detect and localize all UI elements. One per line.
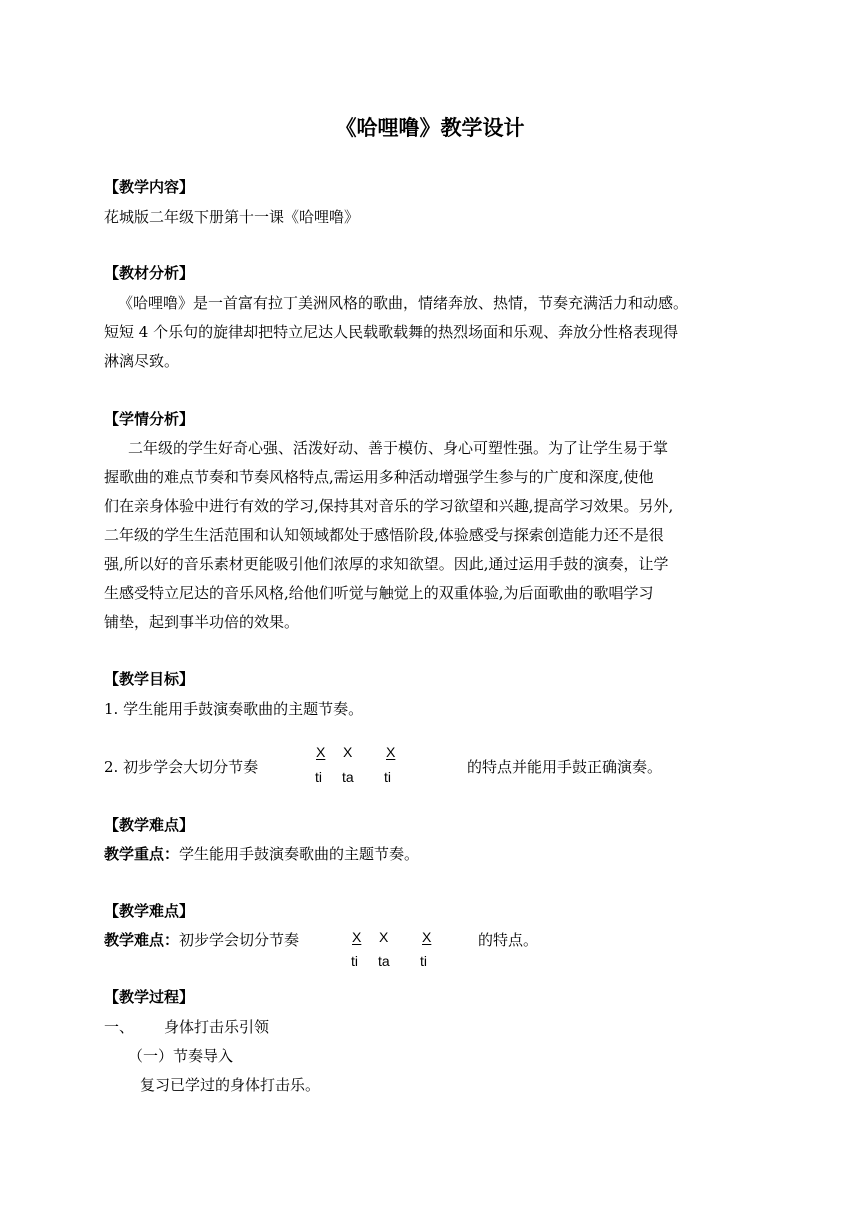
rhythm-note-2: X xyxy=(343,744,353,760)
material-line-3: 淋漓尽致。 xyxy=(104,352,180,370)
material-line-1: 《哈哩噜》是一首富有拉丁美洲风格的歌曲，情绪奔放、热情，节奏充满活力和动感。 xyxy=(118,294,689,312)
students-line-4: 二年级的学生生活范围和认知领域都处于感悟阶段,体验感受与探索创造能力还不是很 xyxy=(104,526,664,544)
rhythm-note-1: X xyxy=(316,744,326,760)
section-heading-material: 【教材分析】 xyxy=(104,264,195,282)
rhythm2-note-2: X xyxy=(379,929,389,945)
students-line-6: 生感受特立尼达的音乐风格,给他们听觉与触觉上的双重体验,为后面歌曲的歌唱学习 xyxy=(104,584,654,602)
key-point-label: 教学重点： xyxy=(104,845,180,863)
content-text: 花城版二年级下册第十一课《哈哩噜》 xyxy=(104,208,360,226)
students-line-1: 二年级的学生好奇心强、活泼好动、善于模仿、身心可塑性强。为了让学生易于掌 xyxy=(128,439,669,457)
rhythm2-note-1: X xyxy=(352,929,362,945)
students-line-3: 们在亲身体验中进行有效的学习,保持其对音乐的学习欲望和兴趣,提高学习效果。另外, xyxy=(104,497,674,515)
process-step-1-text: 身体打击乐引领 xyxy=(164,1018,270,1036)
difficulty-suffix: 的特点。 xyxy=(478,931,539,949)
section-heading-key: 【教学难点】 xyxy=(104,816,195,834)
section-heading-difficulty: 【教学难点】 xyxy=(104,902,195,920)
rhythm-note-3: X xyxy=(386,744,396,760)
process-sub-1: （一）节奏导入 xyxy=(128,1047,234,1065)
rhythm-syllable-1: ti xyxy=(315,769,322,785)
rhythm-syllable-3: ti xyxy=(384,769,391,785)
key-point-text: 学生能用手鼓演奏歌曲的主题节奏。 xyxy=(179,845,420,863)
rhythm2-syllable-3: ti xyxy=(420,953,427,969)
rhythm2-syllable-1: ti xyxy=(351,953,358,969)
rhythm2-syllable-2: ta xyxy=(378,953,390,969)
material-line-2: 短短 4 个乐句的旋律却把特立尼达人民载歌载舞的热烈场面和乐观、奔放分性格表现得 xyxy=(104,323,679,341)
key-point xyxy=(104,843,419,864)
goal-item-2-suffix: 的特点并能用手鼓正确演奏。 xyxy=(467,758,663,776)
rhythm2-note-3: X xyxy=(422,929,432,945)
rhythm-syllable-2: ta xyxy=(342,769,354,785)
section-heading-content: 【教学内容】 xyxy=(104,178,195,196)
difficulty-label: 教学难点： xyxy=(104,931,180,949)
page-title: 《哈哩噜》教学设计 xyxy=(335,116,525,140)
process-step-1-number: 一、 xyxy=(104,1018,135,1036)
goal-item-2-prefix: 2. 初步学会大切分节奏 xyxy=(104,758,259,776)
section-heading-goals: 【教学目标】 xyxy=(104,670,195,688)
section-heading-process: 【教学过程】 xyxy=(104,988,195,1006)
goal-item-1: 1. 学生能用手鼓演奏歌曲的主题节奏。 xyxy=(104,700,364,718)
students-line-5: 强,所以好的音乐素材更能吸引他们浓厚的求知欲望。因此,通过运用手鼓的演奏，让学 xyxy=(104,555,669,573)
section-heading-students: 【学情分析】 xyxy=(104,410,195,428)
difficulty-text: 初步学会切分节奏 xyxy=(179,931,300,949)
students-line-7: 铺垫，起到事半功倍的效果。 xyxy=(104,613,300,631)
difficulty-point xyxy=(104,929,299,950)
process-sub-1-text: 复习已学过的身体打击乐。 xyxy=(140,1076,321,1094)
students-line-2: 握歌曲的难点节奏和节奏风格特点,需运用多种活动增强学生参与的广度和深度,使他 xyxy=(104,468,654,486)
